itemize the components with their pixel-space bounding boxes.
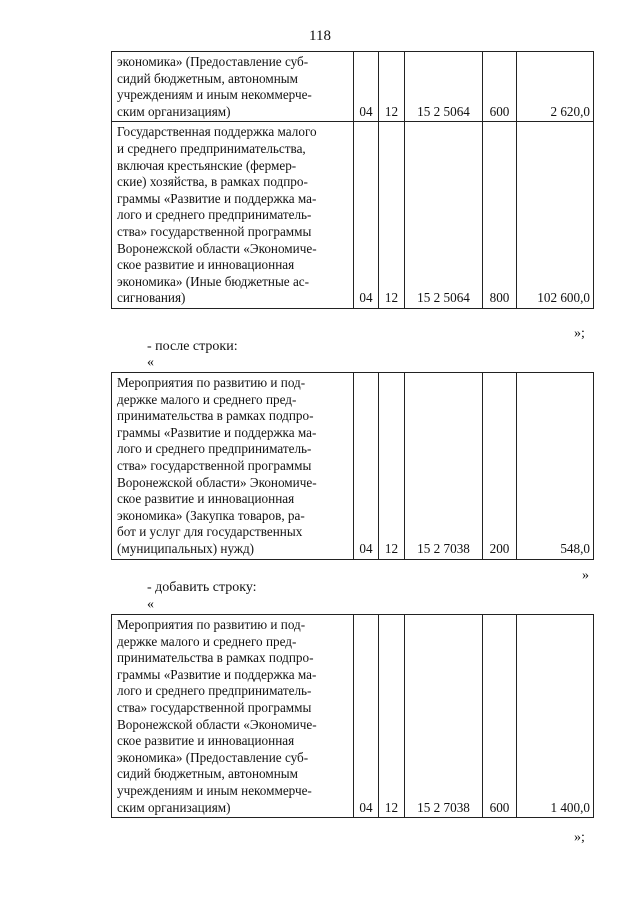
opening-quote-2: « [147,597,154,612]
section-code: 04 [354,615,379,818]
amount: 102 600,0 [517,122,594,309]
table-row [112,615,594,818]
closing-quote-3: »; [574,830,585,845]
target-article-code: 15 2 7038 [405,373,483,560]
page-number: 118 [309,28,331,44]
target-article-code: 15 2 7038 [405,615,483,818]
budget-table-2 [111,372,594,560]
expense-type-code: 800 [483,122,517,309]
amount: 1 400,0 [517,615,594,818]
instruction-after-line: - после строки: [147,339,238,354]
subsection-code: 12 [379,615,405,818]
expense-type-code: 600 [483,615,517,818]
target-article-code: 15 2 5064 [405,52,483,122]
row-description: Государственная поддержка малого и среднего предпринимательства, включая крестьянские (фермер- ские) хозяйства, в рамках подпро- граммы «Развитие и поддержка ма- лого и среднего предприниматель- ства» государственной программы Воронежской области «Экономиче- ское развитие и инновационная экономика» (Иные бюджетные ас- сигнования) [112,122,354,309]
amount: 2 620,0 [517,52,594,122]
budget-table-3 [111,614,594,818]
section-code: 04 [354,373,379,560]
table-row [112,52,594,122]
subsection-code: 12 [379,373,405,560]
table-row [112,373,594,560]
table-row [112,122,594,309]
row-description: Мероприятия по развитию и под- держке малого и среднего пред- принимательства в рамках подпро- граммы «Развитие и поддержка ма- лого и среднего предприниматель- ства» государственной программы Воронежской области «Экономиче- ское развитие и инновационная экономика» (Предоставление суб- сидий бюджетным, автономным учреждениям и иным некоммерче- ским организациям) [112,615,354,818]
closing-quote-1: »; [574,326,585,341]
opening-quote-1: « [147,355,154,370]
section-code: 04 [354,52,379,122]
closing-quote-2: » [582,568,589,583]
row-description: экономика» (Предоставление суб- сидий бюджетным, автономным учреждениям и иным некоммерче- ским организациям) [112,52,354,122]
section-code: 04 [354,122,379,309]
budget-table-1 [111,51,594,309]
row-description: Мероприятия по развитию и под- держке малого и среднего пред- принимательства в рамках подпро- граммы «Развитие и поддержка ма- лого и среднего предприниматель- ства» государственной программы Воронежской области» Экономиче- ское развитие и инновационная экономика» (Закупка товаров, ра- бот и услуг для государственных (муниципальных) нужд) [112,373,354,560]
subsection-code: 12 [379,122,405,309]
expense-type-code: 600 [483,52,517,122]
expense-type-code: 200 [483,373,517,560]
subsection-code: 12 [379,52,405,122]
instruction-add-line: - добавить строку: [147,580,257,595]
target-article-code: 15 2 5064 [405,122,483,309]
amount: 548,0 [517,373,594,560]
